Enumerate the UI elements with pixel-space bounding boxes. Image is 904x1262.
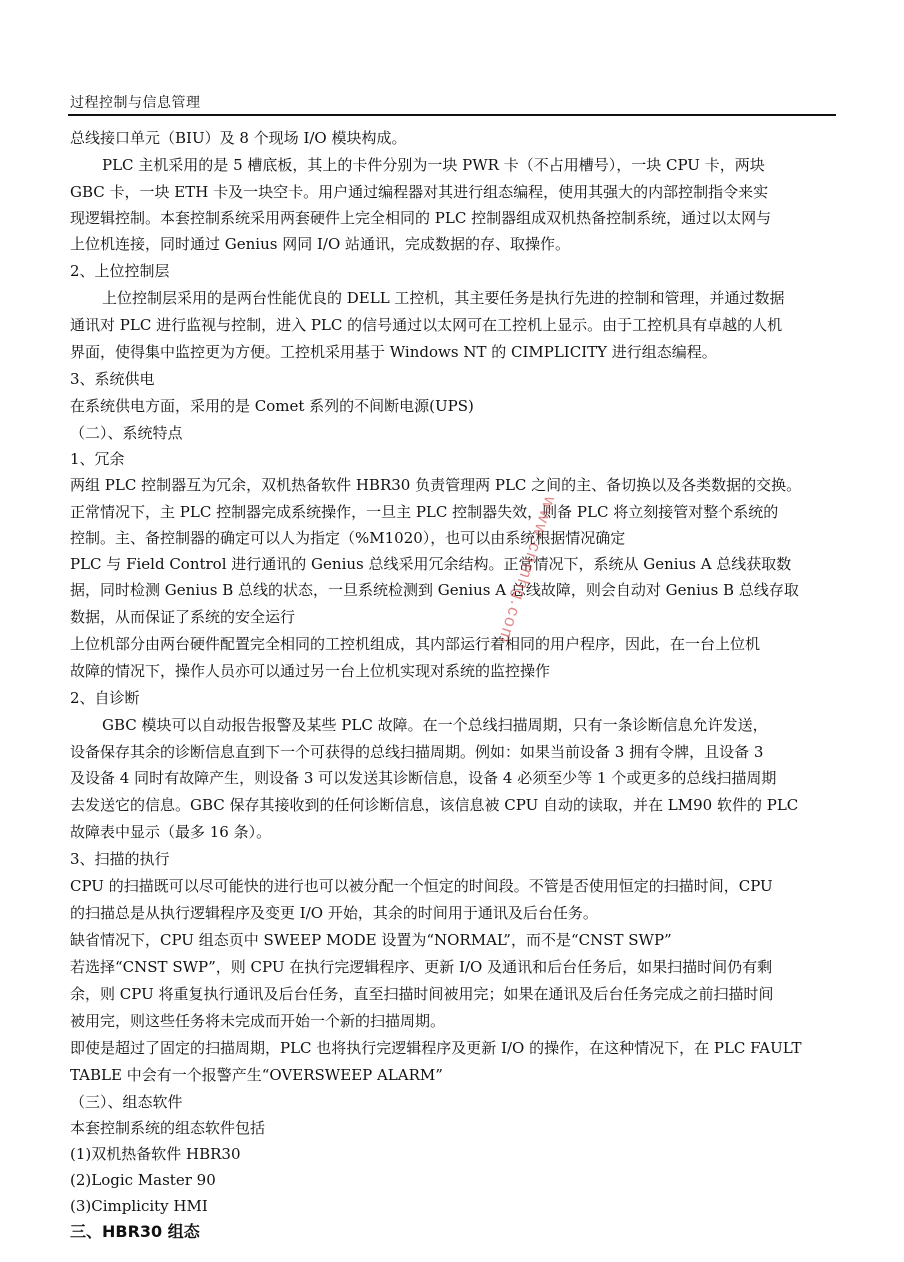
paragraph-line: GBC 卡，一块 ETH 卡及一块空卡。用户通过编程器对其进行组态编程，使用其强大的内部控制指令来实: [70, 183, 769, 201]
watermark: www.cnmhg.com: [494, 494, 560, 647]
paragraph-line: 总线接口单元（BIU）及 8 个现场 I/O 模块构成。: [70, 129, 407, 147]
running-header: 过程控制与信息管理: [70, 95, 201, 111]
paragraph-line: 正常情况下，主 PLC 控制器完成系统操作，一旦主 PLC 控制器失效，则备 PLC 将立刻接管对整个系统的: [70, 503, 779, 521]
paragraph-line: 界面，使得集中监控更为方便。工控机采用基于 Windows NT 的 CIMPLICITY 进行组态编程。: [70, 343, 717, 361]
section-heading: 3、扫描的执行: [70, 850, 170, 868]
list-item: (3)Cimplicity HMI: [70, 1197, 208, 1215]
paragraph-line: 去发送它的信息。GBC 保存其接收到的任何诊断信息，该信息被 CPU 自动的读取，并在 LM90 软件的 PLC: [70, 796, 799, 814]
list-item: (2)Logic Master 90: [70, 1171, 216, 1189]
paragraph-line: 上位控制层采用的是两台性能优良的 DELL 工控机，其主要任务是执行先进的控制和管理，并通过数据: [102, 289, 785, 307]
paragraph-line: 设备保存其余的诊断信息直到下一个可获得的总线扫描周期。例如：如果当前设备 3 拥有令牌，且设备 3: [70, 743, 764, 761]
paragraph-line: 及设备 4 同时有故障产生，则设备 3 可以发送其诊断信息，设备 4 必须至少等 1 个或更多的总线扫描周期: [70, 769, 777, 787]
section-heading: （三）、组态软件: [70, 1093, 183, 1111]
paragraph-line: 现逻辑控制。本套控制系统采用两套硬件上完全相同的 PLC 控制器组成双机热备控制系统，通过以太网与: [70, 209, 772, 227]
paragraph-line: 故障表中显示（最多 16 条）。: [70, 823, 272, 841]
paragraph-line: 缺省情况下，CPU 组态页中 SWEEP MODE 设置为“NORMAL”，而不是“CNST SWP”: [70, 931, 672, 949]
paragraph-line: 上位机连接，同时通过 Genius 网同 I/O 站通讯，完成数据的存、取操作。: [70, 235, 571, 253]
paragraph-line: 被用完，则这些任务将未完成而开始一个新的扫描周期。: [70, 1012, 446, 1030]
section-heading: 2、上位控制层: [70, 262, 170, 280]
paragraph-line: 的扫描总是从执行逻辑程序及变更 I/O 开始，其余的时间用于通讯及后台任务。: [70, 904, 598, 922]
section-heading: 3、系统供电: [70, 370, 155, 388]
chapter-heading: 三、HBR30 组态: [70, 1222, 200, 1241]
paragraph-line: 通讯对 PLC 进行监视与控制，进入 PLC 的信号通过以太网可在工控机上显示。由于工控机具有卓越的人机: [70, 316, 783, 334]
paragraph-line: 控制。主、备控制器的确定可以人为指定（%M1020），也可以由系统根据情况确定: [70, 529, 626, 547]
paragraph-line: 在系统供电方面，采用的是 Comet 系列的不间断电源(UPS): [70, 397, 474, 415]
paragraph-line: 上位机部分由两台硬件配置完全相同的工控机组成，其内部运行着相同的用户程序，因此，在一台上位机: [70, 635, 761, 653]
paragraph-line: 数据，从而保证了系统的安全运行: [70, 608, 296, 626]
paragraph-line: 两组 PLC 控制器互为冗余，双机热备软件 HBR30 负责管理两 PLC 之间的主、备切换以及各类数据的交换。: [70, 476, 802, 494]
paragraph-line: TABLE 中会有一个报警产生“OVERSWEEP ALARM”: [70, 1066, 443, 1084]
header-rule: [68, 114, 836, 116]
paragraph-line: PLC 主机采用的是 5 槽底板，其上的卡件分别为一块 PWR 卡（不占用槽号），一块 CPU 卡，两块: [102, 156, 765, 174]
paragraph-line: 若选择“CNST SWP”，则 CPU 在执行完逻辑程序、更新 I/O 及通讯和后台任务后，如果扫描时间仍有剩: [70, 958, 773, 976]
section-heading: 2、自诊断: [70, 689, 140, 707]
paragraph-line: PLC 与 Field Control 进行通讯的 Genius 总线采用冗余结构。正常情况下，系统从 Genius A 总线获取数: [70, 555, 792, 573]
list-item: (1)双机热备软件 HBR30: [70, 1145, 241, 1163]
paragraph-line: 即使是超过了固定的扫描周期，PLC 也将执行完逻辑程序及更新 I/O 的操作，在这种情况下，在 PLC FAULT: [70, 1039, 802, 1057]
paragraph-line: 余，则 CPU 将重复执行通讯及后台任务，直至扫描时间被用完；如果在通讯及后台任务完成之前扫描时间: [70, 985, 774, 1003]
section-heading: 1、冗余: [70, 450, 125, 468]
paragraph-line: 本套控制系统的组态软件包括: [70, 1119, 266, 1137]
paragraph-line: CPU 的扫描既可以尽可能快的进行也可以被分配一个恒定的时间段。不管是否使用恒定的扫描时间，CPU: [70, 877, 773, 895]
paragraph-line: GBC 模块可以自动报告报警及某些 PLC 故障。在一个总线扫描周期，只有一条诊断信息允许发送，: [102, 716, 768, 734]
paragraph-line: 据，同时检测 Genius B 总线的状态，一旦系统检测到 Genius A 总线故障，则会自动对 Genius B 总线存取: [70, 581, 799, 599]
section-heading: （二）、系统特点: [70, 424, 183, 442]
paragraph-line: 故障的情况下，操作人员亦可以通过另一台上位机实现对系统的监控操作: [70, 662, 551, 680]
